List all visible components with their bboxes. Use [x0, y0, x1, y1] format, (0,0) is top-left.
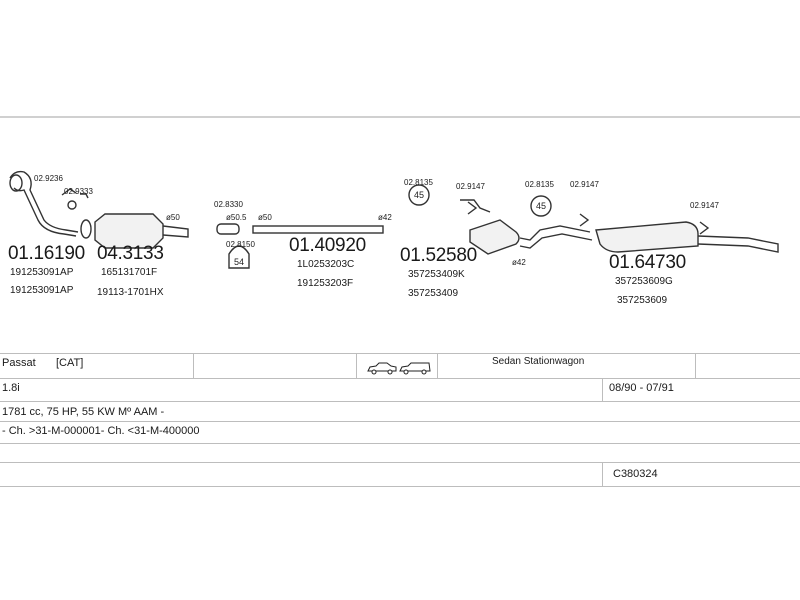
table-row [0, 421, 800, 444]
table-row [0, 401, 800, 422]
part-number: 01.40920 [289, 235, 366, 256]
part-reference: 1L0253203C [297, 259, 355, 270]
pipe-diameter: ø42 [378, 213, 392, 222]
fitting-size-label: 54 [233, 257, 245, 267]
car-body-icons [367, 361, 431, 375]
fitting-number: 02.9333 [64, 187, 93, 196]
part-number: 04.3133 [97, 243, 164, 264]
sedan-icon [368, 363, 396, 371]
pipe-diameter: ø50 [258, 213, 272, 222]
part-reference: 19113-1701HX [97, 287, 164, 298]
table-row [0, 443, 800, 463]
body-styles: Sedan Stationwagon [492, 356, 585, 367]
fitting-number: 02.9147 [690, 201, 719, 210]
bottom-divider [0, 486, 800, 487]
part-reference: 357253409K [408, 269, 465, 280]
part-reference: 357253609 [617, 295, 668, 306]
catalog-code: C380324 [613, 468, 658, 480]
pipe-diameter: ø42 [512, 258, 526, 267]
middle-muffler-shape [470, 220, 519, 254]
table-row [0, 353, 800, 379]
chassis-range: - Ch. >31-M-000001- Ch. <31-M-400000 [2, 425, 200, 437]
part-reference: 357253409 [408, 288, 459, 299]
part-number: 01.16190 [8, 243, 85, 264]
part-reference: 357253609G [615, 276, 673, 287]
part-reference: 191253091AP [10, 285, 74, 296]
part-reference: 165131701F [101, 267, 158, 278]
fitting-number: 02.8135 [404, 178, 433, 187]
table-row [0, 462, 800, 487]
part-reference: 191253091AP [10, 267, 74, 278]
fitting-number: 02.9236 [34, 174, 63, 183]
fitting-size-label: 45 [413, 190, 425, 200]
pipe-diameter: ø50 [166, 213, 180, 222]
table-row [0, 378, 800, 402]
engine-specs: 1781 cc, 75 HP, 55 KW Mº AAM - [2, 406, 165, 418]
pipe-diameter: ø50.5 [226, 213, 247, 222]
rear-muffler-shape [596, 222, 698, 252]
fitting-number: 02.8135 [525, 180, 554, 189]
stationwagon-icon [400, 363, 430, 371]
fitting-number: 02.9147 [570, 180, 599, 189]
fitting-number: 02.8330 [214, 200, 243, 209]
vehicle-model: Passat [2, 357, 36, 369]
intermediate-pipe-shape [253, 226, 383, 233]
part-reference: 191253203F [297, 278, 354, 289]
engine: 1.8i [2, 382, 20, 394]
fitting-number: 02.8150 [226, 240, 255, 249]
production-years: 08/90 - 07/91 [609, 382, 674, 394]
flange-shape [68, 201, 76, 209]
vehicle-type: [CAT] [56, 357, 84, 369]
fitting-number: 02.9147 [456, 182, 485, 191]
part-number: 01.64730 [609, 252, 686, 273]
fitting-size-label: 45 [535, 201, 547, 211]
part-number: 01.52580 [400, 245, 477, 266]
